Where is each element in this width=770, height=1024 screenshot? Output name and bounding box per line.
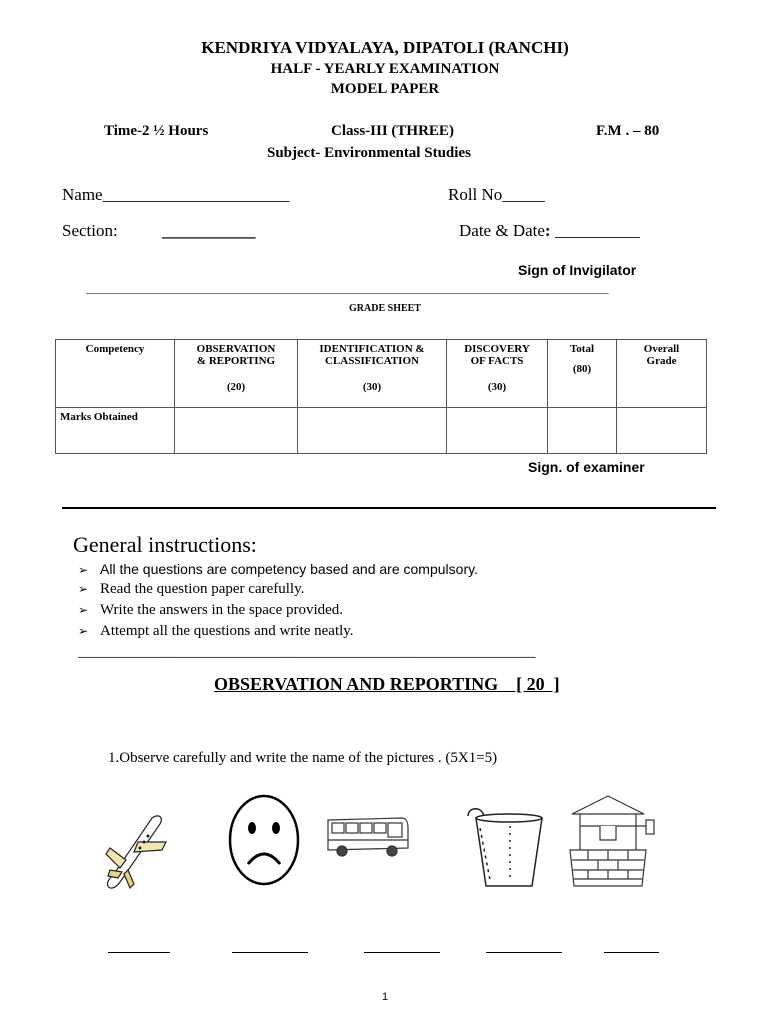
full-marks: F.M . – 80 — [596, 123, 660, 139]
section-blank: ___________ — [162, 221, 256, 240]
instructions-divider: _____________________________________________________________ — [78, 644, 536, 660]
answer-blank — [604, 952, 659, 953]
date-label: Date & Date — [459, 221, 545, 240]
bucket-icon — [462, 806, 548, 890]
paper-title: MODEL PAPER — [330, 81, 440, 97]
grade-table — [55, 339, 707, 454]
subject: Subject- Environmental Studies — [267, 145, 471, 161]
arrow-bullet-icon: ➢ — [78, 563, 89, 577]
airplane-icon — [104, 812, 170, 894]
exam-title: HALF - YEARLY EXAMINATION — [270, 61, 500, 77]
exam-class: Class-III (THREE) — [331, 123, 454, 139]
marks-obtained-label: Marks Obtained — [56, 408, 175, 454]
header-identification: IDENTIFICATION & CLASSIFICATION (30) — [298, 340, 447, 408]
instruction-item: ➢ All the questions are competency based and are compulsory. — [78, 561, 478, 577]
marks-cell — [175, 408, 298, 454]
school-name: KENDRIYA VIDYALAYA, DIPATOLI (RANCHI) — [201, 38, 569, 57]
header-divider: _______________________________________________________________________________________________ — [86, 283, 609, 295]
section-divider — [62, 507, 716, 509]
examiner-sign: Sign. of examiner — [528, 459, 645, 475]
section-label: Section: — [62, 221, 118, 240]
exam-time: Time-2 ½ Hours — [104, 123, 209, 139]
marks-cell — [298, 408, 447, 454]
arrow-bullet-icon: ➢ — [78, 603, 89, 617]
sad-face-icon — [226, 792, 302, 888]
answer-blank — [108, 952, 170, 953]
answer-blank — [486, 952, 562, 953]
question-1: 1.Observe carefully and write the name of the pictures . (5X1=5) — [108, 750, 498, 766]
header-discovery: DISCOVERY OF FACTS (30) — [447, 340, 548, 408]
grade-header-row — [56, 340, 707, 408]
answer-blank — [364, 952, 440, 953]
marks-row — [56, 408, 707, 454]
instruction-item: ➢ Read the question paper carefully. — [78, 581, 305, 597]
instructions-title: General instructions: — [73, 532, 257, 557]
header-overall-grade: Overall Grade — [617, 340, 707, 408]
date-blank: __________ — [550, 221, 640, 240]
date-colon: : — [544, 221, 551, 240]
grade-sheet-title: GRADE SHEET — [349, 303, 421, 314]
instruction-item: ➢ Attempt all the questions and write neatly. — [78, 623, 354, 639]
marks-cell — [617, 408, 707, 454]
bus-icon — [324, 812, 410, 860]
header-competency: Competency — [56, 340, 175, 408]
header-total: Total (80) — [548, 340, 617, 408]
name-field: Name______________________ — [62, 185, 290, 204]
answer-blank — [232, 952, 308, 953]
roll-no-field: Roll No_____ — [448, 185, 545, 204]
marks-cell — [447, 408, 548, 454]
invigilator-sign: Sign of Invigilator — [518, 262, 637, 278]
page-number: 1 — [381, 991, 389, 1003]
arrow-bullet-icon: ➢ — [78, 624, 89, 638]
date-field — [459, 221, 640, 241]
arrow-bullet-icon: ➢ — [78, 582, 89, 596]
instruction-item: ➢ Write the answers in the space provided. — [78, 602, 344, 618]
well-icon — [560, 794, 660, 890]
section-title: OBSERVATION AND REPORTING [ 20 ] — [214, 674, 560, 694]
marks-cell — [548, 408, 617, 454]
header-observation: OBSERVATION & REPORTING (20) — [175, 340, 298, 408]
